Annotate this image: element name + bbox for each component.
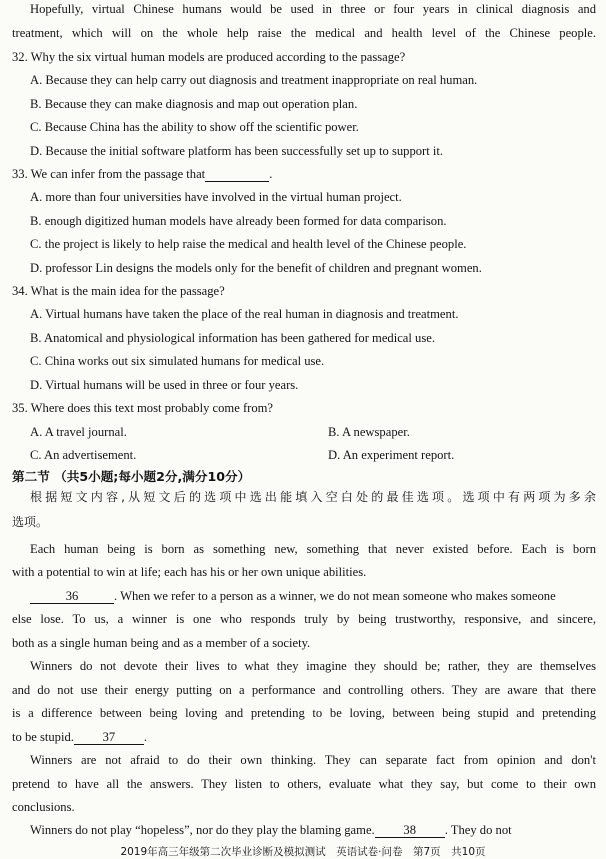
question-32-option-c[interactable]: C. Because China has the ability to show off the scientific power. xyxy=(30,120,359,134)
passage-p4-line-3: conclusions. xyxy=(12,800,75,814)
passage-p5-line-1-end: . They do not xyxy=(444,823,512,837)
question-34-option-c[interactable]: C. China works out six simulated humans for medical use. xyxy=(30,354,325,368)
intro-line-2: treatment, which will on the whole help raise the medical and health level of the Chinese people. xyxy=(12,26,596,40)
question-32-option-b[interactable]: B. Because they can make diagnosis and map out operation plan. xyxy=(30,97,358,111)
question-34-stem: 34. What is the main idea for the passage? xyxy=(12,284,225,298)
passage-p3-line-4-end: . xyxy=(143,730,148,744)
blank-38[interactable]: 38 xyxy=(375,823,445,838)
page-footer: 2019年高三年级第二次毕业诊断及模拟测试 英语试卷·问卷 第7页 共10页 xyxy=(120,846,486,858)
passage-p2-line-1 xyxy=(30,589,596,604)
passage-p3-line-4-text: to be stupid. xyxy=(12,730,74,744)
question-33-stem-text: 33. We can infer from the passage that xyxy=(12,167,206,181)
passage-p3-line-2: and do not use their energy putting on a performance and controlling others. They are aware that there xyxy=(12,683,596,697)
question-35-option-a[interactable]: A. A travel journal. xyxy=(30,425,127,439)
passage-p3-line-3: is a difference between being loving and pretending to be loving, between being stupid and pretending xyxy=(12,706,596,720)
question-33-stem-end: . xyxy=(269,167,273,181)
question-35-stem: 35. Where does this text most probably come from? xyxy=(12,401,274,415)
section-2-title: 第二节 （共5小题;每小题2分,满分10分） xyxy=(12,469,251,484)
passage-p3-line-4 xyxy=(12,730,596,745)
passage-p4-line-2: pretend to have all the answers. They listen to others, evaluate what they say, but come to their own xyxy=(12,777,596,791)
question-33-blank xyxy=(205,167,269,182)
passage-p3-line-1: Winners do not devote their lives to what they imagine they should be; rather, they are themselves xyxy=(30,659,596,673)
question-35-option-d[interactable]: D. An experiment report. xyxy=(328,448,455,462)
question-32-stem: 32. Why the six virtual human models are produced according to the passage? xyxy=(12,50,406,64)
intro-line-1: Hopefully, virtual Chinese humans would be used in three or four years in clinical diagnosis and xyxy=(30,2,596,16)
question-35-option-c[interactable]: C. An advertisement. xyxy=(30,448,137,462)
passage-p2-line-2: else lose. To us, a winner is one who responds truly by being trustworthy, responsive, and sincere, xyxy=(12,612,596,626)
passage-p5-line-1-text: Winners do not play “hopeless”, nor do they play the blaming game. xyxy=(30,823,375,837)
passage-p2-line-3: both as a single human being and as a member of a society. xyxy=(12,636,311,650)
question-34-option-b[interactable]: B. Anatomical and physiological information has been gathered for medical use. xyxy=(30,331,435,345)
passage-p1-line-1: Each human being is born as something new, something that never existed before. Each is born xyxy=(30,542,596,556)
question-32-option-a[interactable]: A. Because they can help carry out diagnosis and treatment inappropriate on real human. xyxy=(30,73,478,87)
passage-p2-line-1-text: . When we refer to a person as a winner, we do not mean someone who makes someone xyxy=(114,589,556,603)
question-33-option-b[interactable]: B. enough digitized human models have already been formed for data comparison. xyxy=(30,214,447,228)
passage-p1-line-2: with a potential to win at life; each has his or her own unique abilities. xyxy=(12,565,367,579)
question-35-option-b[interactable]: B. A newspaper. xyxy=(328,425,410,439)
question-33-option-c[interactable]: C. the project is likely to help raise the medical and health level of the Chinese people. xyxy=(30,237,467,251)
question-33-option-d[interactable]: D. professor Lin designs the models only for the benefit of children and pregnant women. xyxy=(30,261,482,275)
question-32-option-d[interactable]: D. Because the initial software platform has been successfully set up to support it. xyxy=(30,144,444,158)
blank-36[interactable]: 36 xyxy=(30,589,114,604)
question-33-option-a[interactable]: A. more than four universities have involved in the virtual human project. xyxy=(30,190,402,204)
section-2-instruction-line-1: 根据短文内容,从短文后的选项中选出能填入空白处的最佳选项。选项中有两项为多余 xyxy=(30,490,596,504)
passage-p4-line-1: Winners are not afraid to do their own thinking. They can separate fact from opinion and don't xyxy=(30,753,596,767)
question-34-option-d[interactable]: D. Virtual humans will be used in three or four years. xyxy=(30,378,299,392)
passage-p5-line-1 xyxy=(30,823,596,838)
question-34-option-a[interactable]: A. Virtual humans have taken the place of the real human in diagnosis and treatment. xyxy=(30,307,459,321)
question-33-stem xyxy=(12,167,272,182)
blank-37[interactable]: 37 xyxy=(74,730,144,745)
section-2-instruction-line-2: 选项。 xyxy=(12,515,49,529)
